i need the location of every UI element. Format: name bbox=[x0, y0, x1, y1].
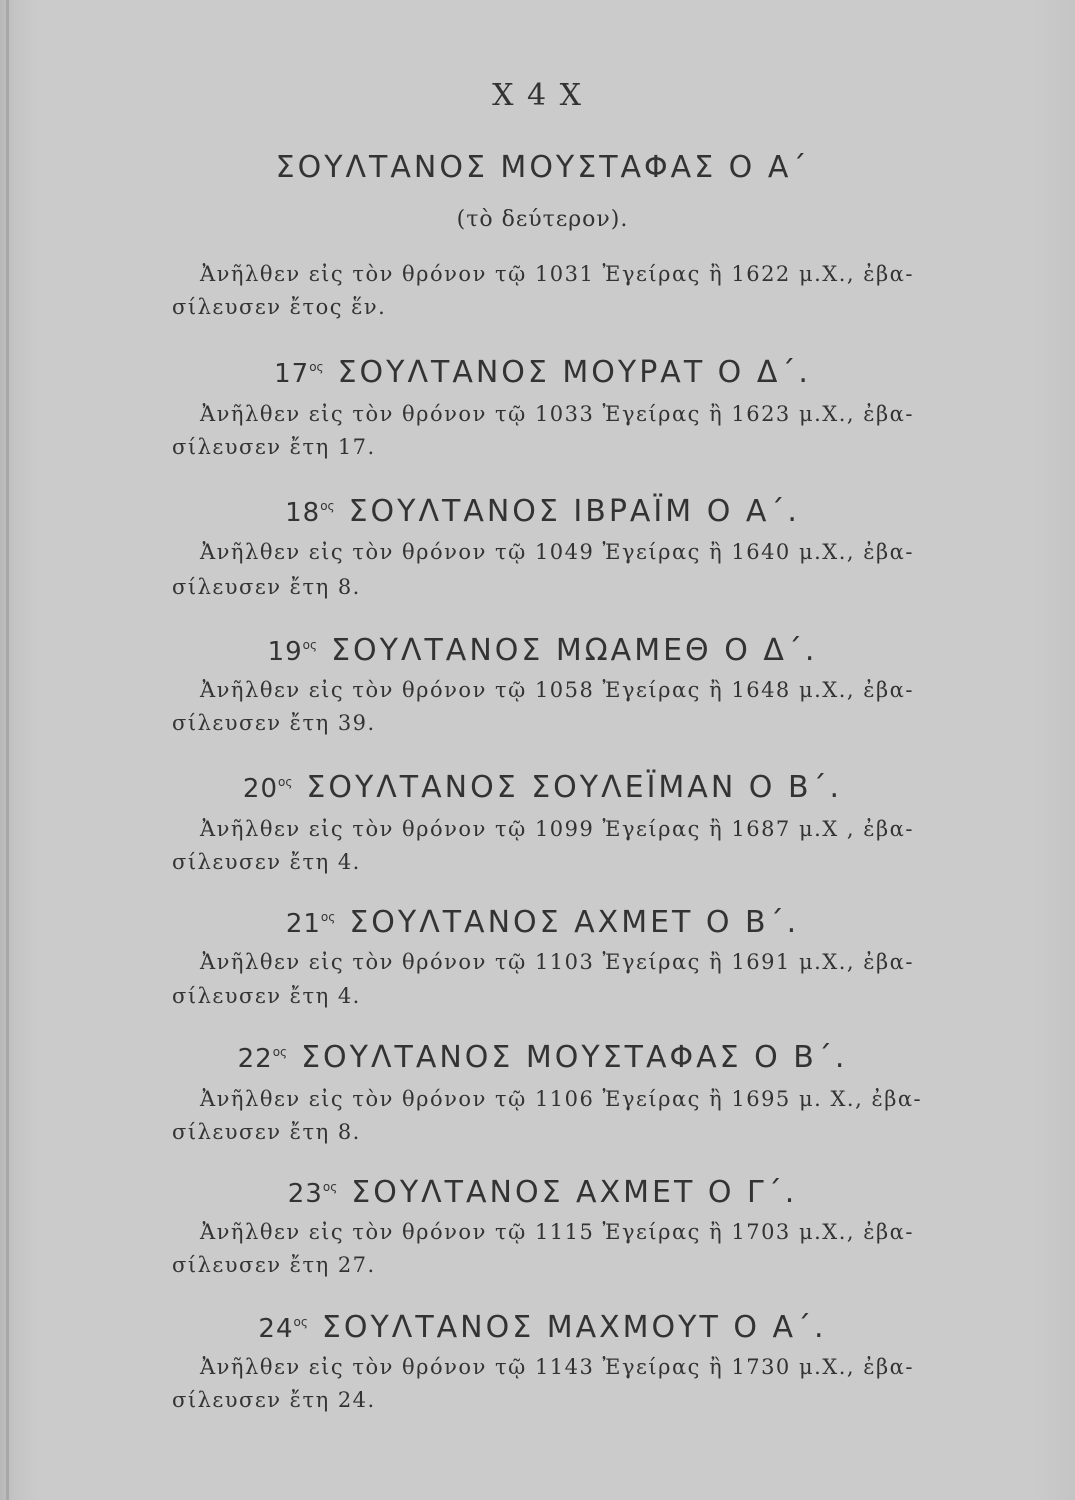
sultan-ordinal: 19 bbox=[267, 637, 303, 667]
sultan-heading bbox=[0, 1310, 1075, 1345]
sultan-ordinal: 18 bbox=[285, 498, 321, 528]
sultan-ordinal-suffix: ος bbox=[322, 1180, 338, 1194]
sultan-text-line-2: σίλευσεν ἔτη 39. bbox=[172, 711, 376, 735]
sultan-ordinal: 24 bbox=[258, 1314, 294, 1344]
sultan-heading bbox=[0, 355, 1075, 390]
sultan-heading bbox=[0, 1040, 1075, 1075]
sultan-text-line-2: σίλευσεν ἔτη 17. bbox=[172, 435, 376, 459]
sultan-ordinal-suffix: ος bbox=[272, 1045, 288, 1059]
sultan-heading bbox=[0, 770, 1075, 805]
sultan-text-line-1: Ἀνῆλθεν εἰς τὸν θρόνον τῷ 1143 Ἐγείρας ἢ 1730 μ.Χ., ἐβα- bbox=[200, 1355, 914, 1379]
page-number: Χ 4 Χ bbox=[492, 78, 583, 113]
sultan-text-line-2: σίλευσεν ἔτη 8. bbox=[172, 1120, 361, 1144]
sultan-ordinal-suffix: ος bbox=[293, 1315, 308, 1329]
sultan-ordinal-suffix: ος bbox=[302, 638, 318, 652]
sultan-name: ΣΟΥΛΤΑΝΟΣ ΜΟΥΣΤΑΦΑΣ Ο Β΄. bbox=[301, 1040, 848, 1075]
sultan-ordinal: 17 bbox=[274, 359, 310, 389]
sultan-name: ΣΟΥΛΤΑΝΟΣ ΙΒΡΑΪΜ Ο Α΄. bbox=[348, 494, 800, 529]
section-title: ΣΟΥΛΤΑΝΟΣ ΜΟΥΣΤΑΦΑΣ Ο Α΄ bbox=[275, 150, 810, 185]
sultan-text-line-2: σίλευσεν ἔτη 8. bbox=[172, 575, 361, 599]
sultan-text-line-1: Ἀνῆλθεν εἰς τὸν θρόνον τῷ 1049 Ἐγείρας ἢ 1640 μ.Χ., ἐβα- bbox=[200, 540, 914, 564]
sultan-heading bbox=[0, 905, 1075, 940]
sultan-ordinal: 23 bbox=[287, 1179, 323, 1209]
sultan-text-line-1: Ἀνῆλθεν εἰς τὸν θρόνον τῷ 1115 Ἐγείρας ἢ 1703 μ.Χ., ἐβα- bbox=[200, 1220, 914, 1244]
sultan-heading bbox=[0, 633, 1075, 668]
sultan-heading bbox=[0, 1175, 1075, 1210]
sultan-ordinal-suffix: ος bbox=[309, 360, 324, 374]
section-text-line-1: Ἀνῆλθεν εἰς τὸν θρόνον τῷ 1031 Ἐγείρας ἢ 1622 μ.Χ., ἐβα- bbox=[200, 262, 914, 286]
sultan-name: ΣΟΥΛΤΑΝΟΣ ΜΩΑΜΕΘ Ο Δ΄. bbox=[331, 633, 818, 668]
sultan-ordinal: 20 bbox=[242, 774, 278, 804]
sultan-name: ΣΟΥΛΤΑΝΟΣ ΑΧΜΕΤ Ο Γ΄. bbox=[351, 1175, 798, 1210]
sultan-name: ΣΟΥΛΤΑΝΟΣ ΑΧΜΕΤ Ο Β΄. bbox=[349, 905, 800, 940]
sultan-text-line-2: σίλευσεν ἔτη 4. bbox=[172, 850, 361, 874]
sultan-ordinal: 22 bbox=[237, 1044, 273, 1074]
sultan-text-line-1: Ἀνῆλθεν εἰς τὸν θρόνον τῷ 1033 Ἐγείρας ἢ 1623 μ.Χ., ἐβα- bbox=[200, 402, 914, 426]
sultan-text-line-1: Ἀνῆλθεν εἰς τὸν θρόνον τῷ 1106 Ἐγείρας ἢ 1695 μ. Χ., ἐβα- bbox=[200, 1087, 923, 1111]
sultan-text-line-1: Ἀνῆλθεν εἰς τὸν θρόνον τῷ 1099 Ἐγείρας ἢ 1687 μ.Χ , ἐβα- bbox=[200, 817, 914, 841]
sultan-ordinal-suffix: ος bbox=[320, 910, 336, 924]
sultan-text-line-2: σίλευσεν ἔτη 4. bbox=[172, 984, 361, 1008]
sultan-text-line-1: Ἀνῆλθεν εἰς τὸν θρόνον τῷ 1103 Ἐγείρας ἢ 1691 μ.Χ., ἐβα- bbox=[200, 950, 914, 974]
sultan-ordinal-suffix: ος bbox=[320, 499, 335, 513]
sultan-text-line-2: σίλευσεν ἔτη 24. bbox=[172, 1388, 376, 1412]
sultan-text-line-1: Ἀνῆλθεν εἰς τὸν θρόνον τῷ 1058 Ἐγείρας ἢ 1648 μ.Χ., ἐβα- bbox=[200, 678, 914, 702]
sultan-heading bbox=[0, 494, 1075, 529]
sultan-ordinal-suffix: ος bbox=[278, 775, 293, 789]
section-subtitle: (τὸ δεύτερον). bbox=[456, 207, 629, 232]
sultan-ordinal: 21 bbox=[285, 909, 321, 939]
sultan-name: ΣΟΥΛΤΑΝΟΣ ΣΟΥΛΕΪΜΑΝ Ο Β΄. bbox=[306, 770, 843, 805]
sultan-name: ΣΟΥΛΤΑΝΟΣ ΜΑΧΜΟΥΤ Ο Α΄. bbox=[321, 1310, 827, 1345]
sultan-name: ΣΟΥΛΤΑΝΟΣ ΜΟΥΡΑΤ Ο Δ΄. bbox=[337, 355, 811, 390]
section-text-line-2: σίλευσεν ἔτος ἕν. bbox=[172, 295, 387, 319]
sultan-text-line-2: σίλευσεν ἔτη 27. bbox=[172, 1253, 376, 1277]
